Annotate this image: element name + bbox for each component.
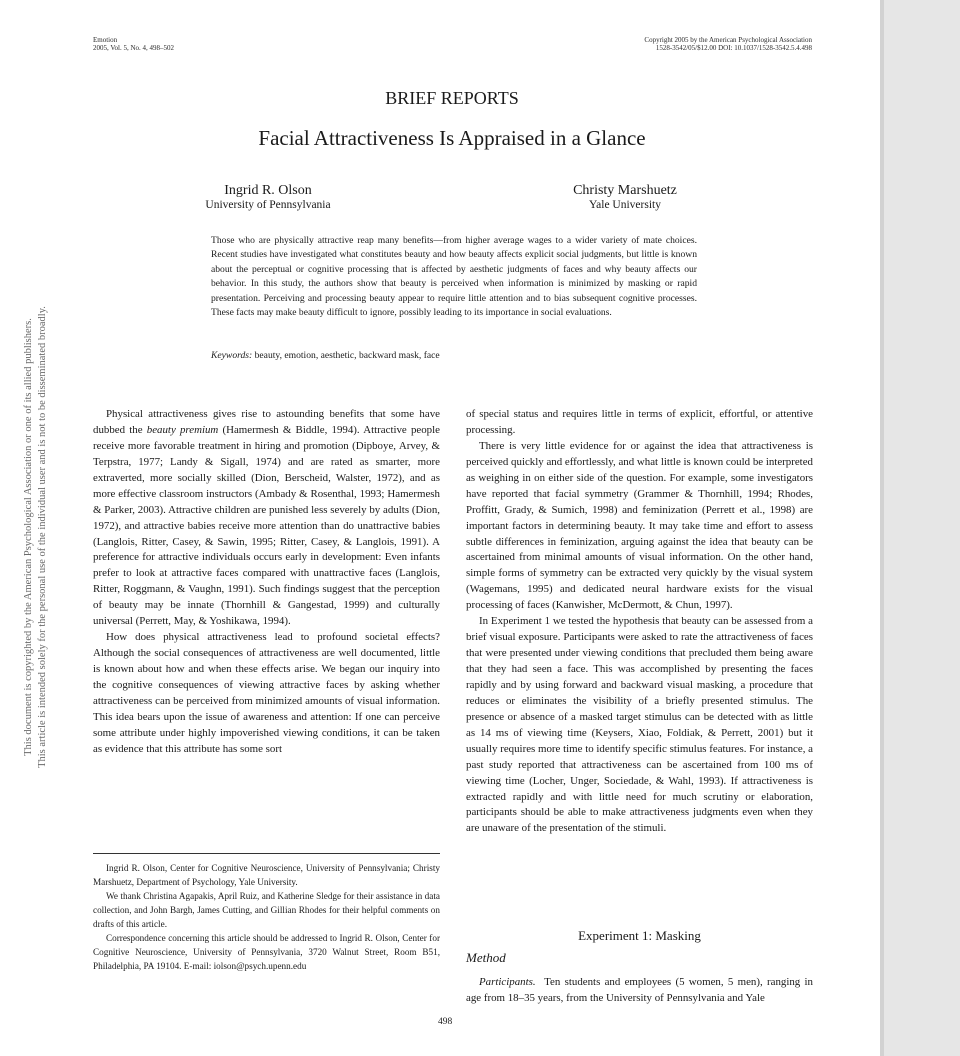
text-run: (Hamermesh & Biddle, 1994). Attractive people receive more favorable treatment in hiring and promotion (Dipboye, Arvey, & Terpstra, 1977; Landy & Sigall, 1974) and are rated as smarter, more extraverted, more socially skilled (Dion, Berscheid, Walster, 1972), and as more effective classroom instructors (Ambady & Rosenthal, 1993; Hamermesh & Parker, 2003). Attractive children are punished less severely by adults (Dion, 1972), and attractive babies receive more attention than do unattractive babies (Langlois, Ritter, Casey, & Sawin, 1995; Ritter, Casey, & Langlois, 1991). A preference for attractive individuals occurs early in development: Even infants prefer to look at attractive faces compared with unattractive faces (Langlois, Ritter, Roggmann, & Vaughn, 1991). Such findings suggest that the perception of beauty may be innate (Thornhill & Gangestad, 1999) and culturally universal (Perrett, May, & Yoshikawa, 1994).: [93, 423, 440, 628]
body-paragraph: In Experiment 1 we tested the hypothesis that beauty can be assessed from a brief visual exposure. Participants were asked to rate the attractiveness of faces that were presented under viewing conditions that precluded them being aware that they had seen a face. This was accomplished by presenting the faces rapidly and by using forward and backward visual masking, a procedure that reduces or eliminates the visibility of a briefly presented stimulus. The presence or absence of a masked target stimulus can be detected with as little as 14 ms of viewing time (Keysers, Xiao, Foldiak, & Perrett, 2001) but it usually requires more time to identify specific stimulus features. For instance, a past study reported that attractiveness can be ascertained from 100 ms of viewing time (Locher, Unger, Sociedade, & Wahl, 1993). If attractiveness is extracted rapidly and with little need for much scrutiny or elaboration, participants should be able to make attractiveness judgments even when they are unaware of the presentation of the stimuli.: [466, 615, 813, 835]
author-footnotes: [93, 861, 440, 973]
journal-name: Emotion: [93, 36, 118, 44]
body-paragraph: [93, 407, 440, 630]
keywords: [211, 349, 440, 362]
emphasis-text: beauty premium: [146, 423, 219, 436]
author-block-2: [540, 183, 710, 212]
sidebar-line-2: This article is intended solely for the personal use of the individual user and is not to be disseminated broadly.: [37, 306, 48, 768]
copyright-notice: [560, 36, 812, 52]
abstract: Those who are physically attractive reap many benefits—from higher average wages to a wider variety of mate choices. Recent studies have investigated what constitutes beauty and how beauty affects explicit social judgments, but little is known about the perceptual or cognitive processing that is affected by aesthetic judgments of faces and why beauty affects our behavior. In this study, the authors show that beauty is perceived when information is minimized by masking or rapid presentation. Perceiving and processing beauty appear to require little attention and to bias subsequent cognitive processes. These facts may make beauty difficult to ignore, possibly leading to its importance in social evaluations.: [211, 235, 697, 319]
method-heading: Method: [466, 950, 506, 965]
keywords-label: Keywords:: [211, 350, 253, 361]
article-title: Facial Attractiveness Is Appraised in a Glance: [258, 126, 646, 150]
footnote-divider: [93, 853, 440, 854]
viewer-background: [884, 0, 960, 1056]
copyright-sidebar: [22, 287, 50, 787]
body-column-right: [466, 407, 813, 837]
text-run: Physical attractiveness gives rise to astounding benefits that some have dubbed the: [93, 408, 440, 436]
experiment-heading: Experiment 1: Masking: [578, 928, 701, 943]
keywords-text: beauty, emotion, aesthetic, backward mask, face: [254, 350, 440, 361]
author-name: Christy Marshuetz: [573, 183, 677, 198]
footnote-acknowledgments: We thank Christina Agapakis, April Ruiz, and Katherine Sledge for their assistance in data collection, and John Bargh, James Cutting, and Gillian Rhodes for their helpful comments on drafts of this article.: [93, 891, 440, 929]
author-affiliation: University of Pennsylvania: [205, 199, 331, 211]
text-run: Ten students and employees (5 women, 5 men), ranging in age from 18–35 years, from the University of Pennsylvania and Yale: [466, 976, 814, 1004]
participants-section: [466, 975, 813, 1007]
footnote-affiliations: Ingrid R. Olson, Center for Cognitive Neuroscience, University of Pennsylvania; Christy Marshuetz, Department of Psychology, Yale University.: [93, 863, 440, 887]
footnote-correspondence: Correspondence concerning this article should be addressed to Ingrid R. Olson, Center for Cognitive Neuroscience, University of Pennsylvania, 3720 Walnut Street, Room B51, Philadelphia, PA 19104. E-mail: iolson@psych.upenn.edu: [93, 933, 440, 971]
journal-citation: [93, 36, 174, 52]
body-column-left: [93, 407, 440, 758]
body-paragraph: How does physical attractiveness lead to profound societal effects? Although the social consequences of attractiveness are well documented, little is known about how and when these effects arise. We began our inquiry into the cognitive consequences of viewing attractive faces by asking whether attractiveness can be perceived from minimized amounts of visual information. This idea bears upon the issue of awareness and attention: If one can perceive some attribute under highly impoverished viewing conditions, it can be taken as evidence that this attribute has some sort: [93, 631, 440, 755]
body-paragraph: There is very little evidence for or against the idea that attractiveness is perceived quickly and effortlessly, and what little is known could be interpreted as weighing in on either side of the question. For example, some investigators have reported that facial symmetry (Grammer & Thornhill, 1994; Rhodes, Proffitt, Grady, & Sumich, 1998) and feminization (Perrett et al., 1998) are important factors in determining beauty. It may take time and effort to assess subtle differences in feminization, arguing against the idea that beauty can be ascertained from minimal amounts of visual information. On the other hand, simple forms of symmetry can be extracted very quickly by the visual system (Wagemans, 1995) and dedicated neural hardware exists for the visual processing of faces (Kanwisher, McDermott, & Chun, 1997).: [466, 439, 813, 612]
copyright-line: Copyright 2005 by the American Psychological Association: [644, 36, 812, 44]
section-label: BRIEF REPORTS: [385, 88, 519, 108]
body-paragraph: [466, 975, 813, 1007]
volume-info: 2005, Vol. 5, No. 4, 498–502: [93, 44, 175, 52]
run-in-heading: Participants.: [479, 976, 536, 988]
page-number: 498: [438, 1017, 453, 1027]
doi-line: 1528-3542/05/$12.00 DOI: 10.1037/1528-3542.5.4.498: [655, 44, 812, 52]
sidebar-line-1: This document is copyrighted by the American Psychological Association or one of its allied publishers.: [23, 318, 34, 756]
author-affiliation: Yale University: [589, 199, 661, 211]
author-name: Ingrid R. Olson: [224, 183, 312, 198]
author-block-1: [168, 183, 368, 212]
body-paragraph: of special status and requires little in terms of explicit, effortful, or attentive processing.: [466, 408, 813, 436]
